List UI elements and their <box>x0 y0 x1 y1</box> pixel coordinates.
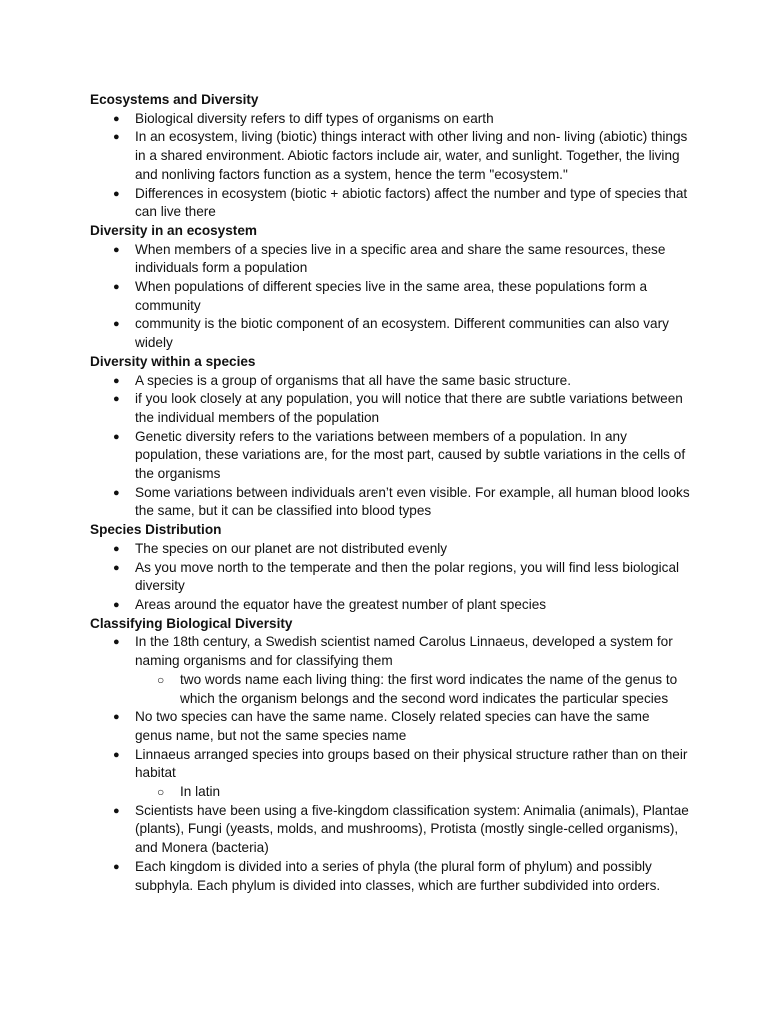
list-item-text: Linnaeus arranged species into groups based on their physical structure rather than on their habitat <box>135 746 688 781</box>
filled-circle-bullet-icon: ● <box>113 243 120 256</box>
sub-list-item-text: In latin <box>180 784 221 800</box>
list-item-text: When members of a species live in a specific area and share the same resources, these individuals form a population <box>135 241 666 276</box>
list-item <box>113 372 690 391</box>
bullet-list <box>90 633 690 895</box>
sub-list-item <box>157 671 690 708</box>
bullet-list <box>90 540 690 615</box>
sub-list-item-text: two words name each living thing: the first word indicates the name of the genus to which the organism belongs and the second word indicates the particular species <box>180 671 678 706</box>
list-item <box>113 484 690 521</box>
list-item <box>113 802 690 858</box>
section-heading: Species Distribution <box>90 522 222 538</box>
filled-circle-bullet-icon: ● <box>113 131 120 144</box>
filled-circle-bullet-icon: ● <box>113 112 120 125</box>
list-item <box>113 633 690 708</box>
list-item-text: When populations of different species live in the same area, these populations form a community <box>135 279 648 313</box>
hollow-circle-bullet-icon: ○ <box>157 785 165 800</box>
filled-circle-bullet-icon: ● <box>113 561 120 574</box>
list-item <box>113 858 690 895</box>
list-item <box>113 185 690 222</box>
filled-circle-bullet-icon: ● <box>113 542 120 555</box>
list-item <box>113 428 690 484</box>
filled-circle-bullet-icon: ● <box>113 860 120 873</box>
list-item-text: No two species can have the same name. Closely related species can have the same genus name, but not the same species name <box>135 709 650 743</box>
filled-circle-bullet-icon: ● <box>113 804 120 817</box>
document-body <box>90 91 690 895</box>
filled-circle-bullet-icon: ● <box>113 318 120 331</box>
list-item-text: A species is a group of organisms that all have the same basic structure. <box>135 372 571 388</box>
sub-list-item <box>157 783 690 802</box>
list-item-text: As you move north to the temperate and then the polar regions, you will find less biological diversity <box>135 559 680 594</box>
list-item <box>113 596 690 615</box>
filled-circle-bullet-icon: ● <box>113 711 120 724</box>
list-item <box>113 110 690 129</box>
bullet-list <box>90 241 690 353</box>
list-item-text: Each kingdom is divided into a series of phyla (the plural form of phylum) and possibly subphyla. Each phylum is divided into classes, which are further subdivided into orders. <box>135 858 661 893</box>
list-item <box>113 708 690 745</box>
filled-circle-bullet-icon: ● <box>113 748 120 761</box>
bullet-list <box>90 110 690 222</box>
list-item-text: if you look closely at any population, you will notice that there are subtle variations between the individual members of the population <box>135 391 683 425</box>
section-heading: Classifying Biological Diversity <box>90 615 293 631</box>
list-item <box>113 241 690 278</box>
list-item <box>113 315 690 352</box>
list-item-text: Scientists have been using a five-kingdom classification system: Animalia (animals), Plantae (plants), Fungi (yeasts, molds, and mushrooms), Protista (mostly single-celled organisms), and Monera (bacteria) <box>135 802 689 856</box>
list-item-text: In an ecosystem, living (biotic) things interact with other living and non- living (abiotic) things in a shared environment. Abiotic factors include air, water, and sunlight. Together, the living and nonliving factors function as a system, hence the term "ecosystem." <box>135 129 688 182</box>
list-item <box>113 540 690 559</box>
list-item-text: Differences in ecosystem (biotic + abiotic factors) affect the number and type of species that can live there <box>135 185 688 220</box>
list-item-text: community is the biotic component of an ecosystem. Different communities can also vary widely <box>135 316 669 351</box>
filled-circle-bullet-icon: ● <box>113 598 120 611</box>
section-heading: Ecosystems and Diversity <box>90 92 259 107</box>
list-item <box>113 128 690 184</box>
filled-circle-bullet-icon: ● <box>113 486 120 499</box>
list-item-text: In the 18th century, a Swedish scientist named Carolus Linnaeus, developed a system for naming organisms and for classifying them <box>135 634 673 669</box>
sub-bullet-list <box>135 783 690 802</box>
list-item-text: Biological diversity refers to diff types of organisms on earth <box>135 110 494 126</box>
list-item-text: The species on our planet are not distributed evenly <box>135 540 448 556</box>
bullet-list <box>90 372 690 522</box>
list-item <box>113 278 690 315</box>
list-item <box>113 559 690 596</box>
section-heading: Diversity in an ecosystem <box>90 222 257 238</box>
sub-bullet-list <box>135 671 690 708</box>
list-item <box>113 390 690 427</box>
list-item-text: Genetic diversity refers to the variations between members of a population. In any population, these variations are, for the most part, caused by subtle variations in the cells of the organisms <box>135 428 686 482</box>
section-heading: Diversity within a species <box>90 353 256 369</box>
filled-circle-bullet-icon: ● <box>113 374 120 387</box>
filled-circle-bullet-icon: ● <box>113 393 120 406</box>
filled-circle-bullet-icon: ● <box>113 281 120 294</box>
filled-circle-bullet-icon: ● <box>113 430 120 443</box>
filled-circle-bullet-icon: ● <box>113 187 120 200</box>
filled-circle-bullet-icon: ● <box>113 636 120 649</box>
list-item-text: Some variations between individuals aren’t even visible. For example, all human blood looks the same, but it can be classified into blood types <box>135 484 690 519</box>
hollow-circle-bullet-icon: ○ <box>157 672 165 687</box>
list-item-text: Areas around the equator have the greatest number of plant species <box>135 596 547 612</box>
list-item <box>113 746 690 802</box>
